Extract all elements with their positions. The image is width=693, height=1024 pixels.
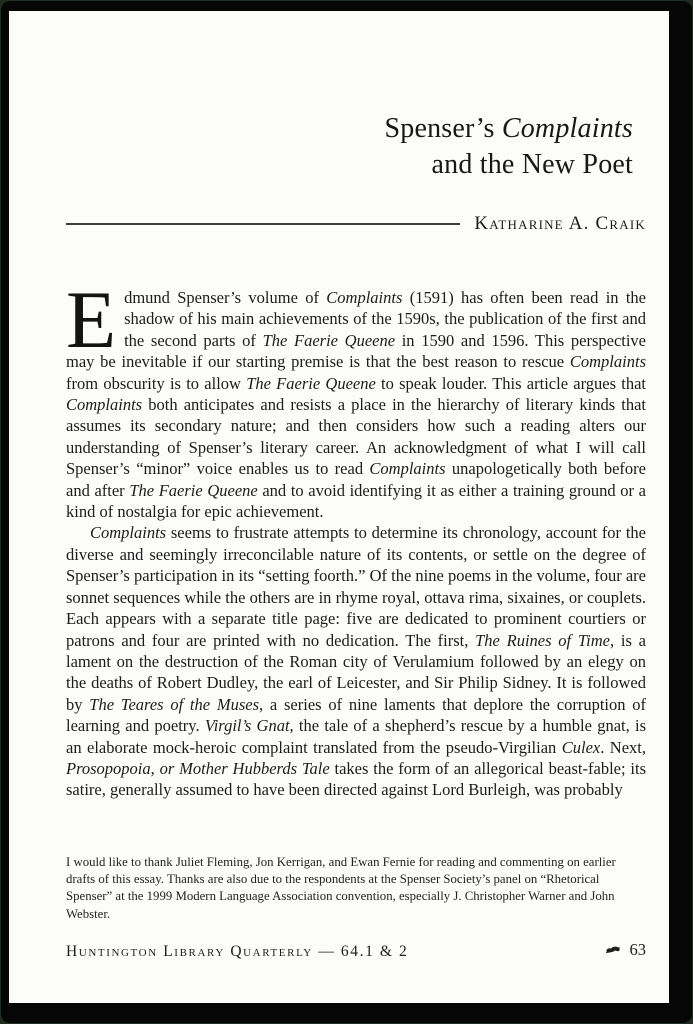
article-title-line2: and the New Poet (431, 149, 633, 180)
scan-border-frame (1, 1, 692, 1023)
article-title-line1: Spenser’s Complaints (384, 113, 633, 144)
author-name: Katharine A. Craik (474, 213, 646, 234)
paragraph-1 (66, 274, 647, 522)
journal-title (66, 943, 408, 961)
article-title (66, 111, 646, 183)
issue-separator: — (318, 943, 336, 960)
page-sheet (9, 11, 669, 1003)
page-number-group (605, 940, 647, 960)
page-number: 63 (629, 940, 646, 959)
byline (66, 213, 646, 235)
hedera-leaf-icon (605, 944, 621, 956)
paragraph-1-text: dmund Spenser’s volume of Complaints (1591) has often been read in the shadow of his main achievements of the 1590s, the publication of the first and the second parts of The Faerie Queene in 1590 and 1596. This perspective may be inevitable if our starting premise is that the best reason to rescue Complaints from obscurity is to allow The Faerie Queene to speak louder. This article argues that Complaints both anticipates and resists a place in the hierarchy of literary kinds that assumes its secondary nature; and then considers how such a reading alters our understanding of Spenser’s literary career. An acknowledgment of what I will call Spenser’s “minor” voice enables us to read Complaints unapologetically both before and after The Faerie Queene and to avoid identifying it as either a training ground or a kind of nostalgia for epic achievement. (66, 288, 647, 522)
drop-cap: E (66, 274, 117, 365)
issue-number: 64.1 & 2 (340, 943, 409, 960)
journal-name: Huntington Library Quarterly (66, 943, 313, 960)
acknowledgment-footnote: I would like to thank Juliet Fleming, Jon Kerrigan, and Ewan Fernie for reading and commenting on earlier drafts of this essay. Thanks are also due to the respondents at the Spenser Society’s panel on “Rhetorical Spenser” at the 1999 Modern Language Association convention, especially J. Christopher Warner and John Webster. (66, 855, 616, 921)
paragraph-2: Complaints seems to frustrate attempts to determine its chronology, account for the diverse and seemingly irreconcilable nature of its contents, or settle on the degree of Spenser’s participation in its “setting foorth.” Of the nine poems in the volume, four are sonnet sequences while the others are in rhyme royal, ottava rima, sixaines, or couplets. Each appears with a separate title page: five are dedicated to prominent courtiers or patrons and four are printed with no dedication. The first, The Ruines of Time, is a lament on the destruction of the Roman city of Verulamium followed by an elegy on the deaths of Robert Dudley, the earl of Leicester, and Sir Philip Sidney. It is followed by The Teares of the Muses, a series of nine laments that deplore the corruption of learning and poetry. Virgil’s Gnat, the tale of a shepherd’s rescue by a humble gnat, is an elaborate mock-heroic complaint translated from the pseudo-Virgilian Culex. Next, Prosopopoia, or Mother Hubberds Tale takes the form of an allegorical beast-fable; its satire, generally assumed to have been directed against Lord Burleigh, was probably (66, 523, 646, 800)
page-content (66, 11, 646, 801)
byline-rule (66, 223, 460, 225)
article-body (66, 274, 647, 801)
page-footer (66, 940, 646, 961)
